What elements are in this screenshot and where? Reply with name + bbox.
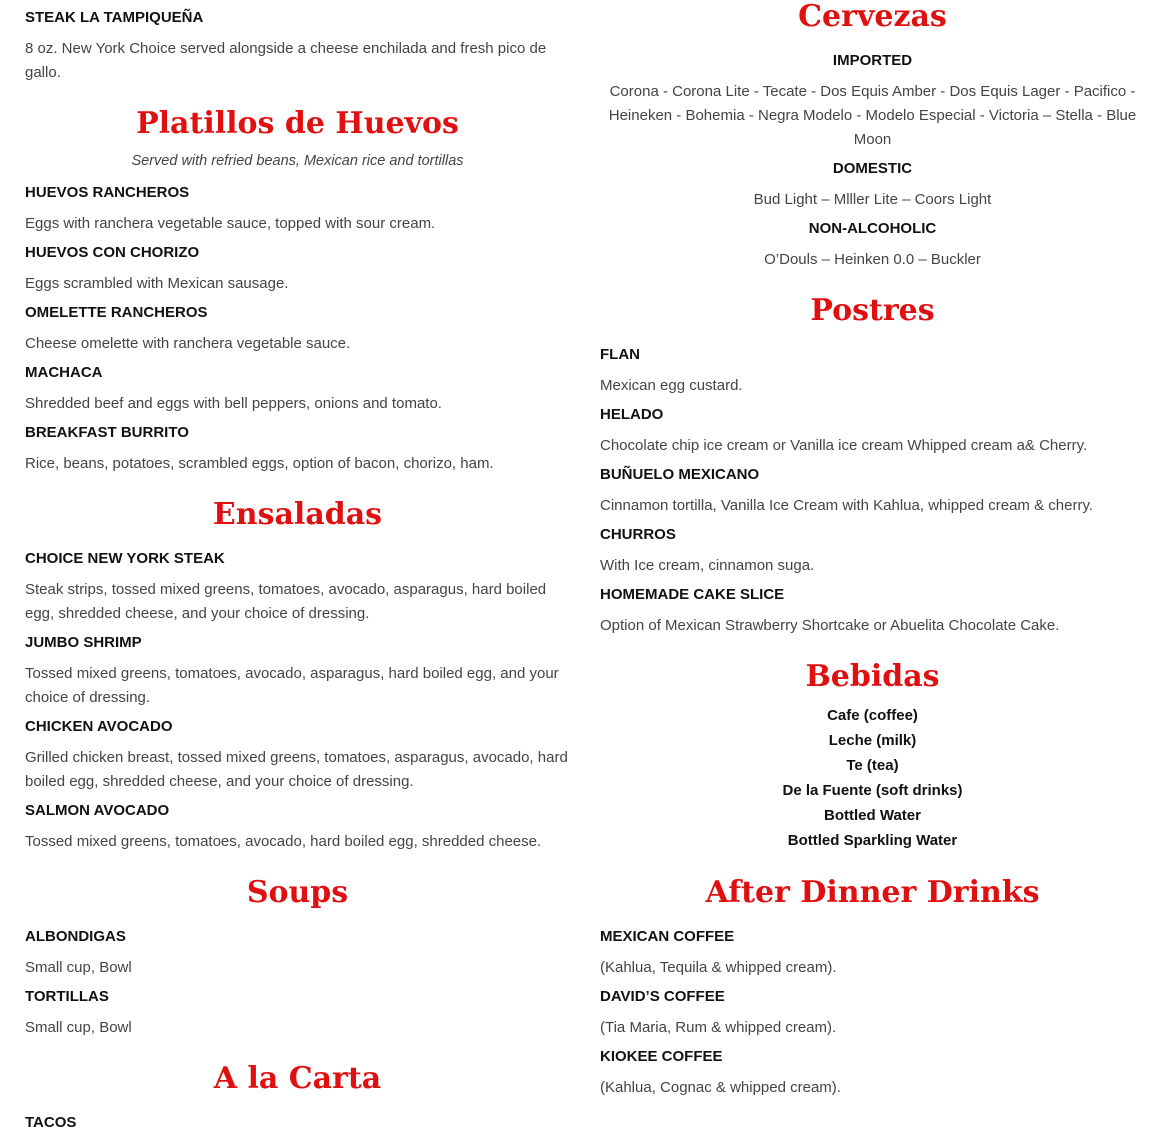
item-name: HOMEMADE CAKE SLICE xyxy=(600,586,785,603)
item-name: CHURROS xyxy=(600,526,676,543)
section-heading: A la Carta xyxy=(213,1061,382,1096)
menu-item xyxy=(25,243,570,263)
section-postres xyxy=(600,294,1145,328)
item-description: Eggs scrambled with Mexican sausage. xyxy=(25,275,289,292)
subtitle-wrap xyxy=(25,153,570,169)
domestic-list: Bud Light – Mlller Lite – Coors Light xyxy=(753,191,992,208)
menu-item-desc xyxy=(600,614,1145,638)
section-heading: Cervezas xyxy=(798,0,947,34)
menu-item-desc xyxy=(600,554,1145,578)
section-cervezas xyxy=(600,0,1145,34)
menu-item-desc xyxy=(600,1076,1145,1100)
nonalc-label: NON-ALCOHOLIC xyxy=(808,220,937,237)
item-description: Small cup, Bowl xyxy=(25,959,132,976)
section-after-dinner xyxy=(600,876,1145,910)
menu-item xyxy=(25,363,570,383)
item-description: (Kahlua, Cognac & whipped cream). xyxy=(600,1079,841,1096)
menu-item xyxy=(600,927,1145,947)
section-huevos xyxy=(25,107,570,141)
item-description: Steak strips, tossed mixed greens, tomatoes, avocado, asparagus, hard boiled egg, shredded cheese, and your choice of dressing. xyxy=(25,581,547,622)
menu-item xyxy=(25,1113,570,1133)
item-name: KIOKEE COFFEE xyxy=(600,1048,723,1065)
imported-label: IMPORTED xyxy=(832,52,913,69)
item-name: DAVID’S COFFEE xyxy=(600,988,725,1005)
item-name: CHICKEN AVOCADO xyxy=(25,718,173,735)
item-name: BREAKFAST BURRITO xyxy=(25,424,189,441)
item-name: TORTILLAS xyxy=(25,988,109,1005)
item-name: CHOICE NEW YORK STEAK xyxy=(25,550,225,567)
section-heading: Soups xyxy=(246,875,349,910)
menu-item-desc xyxy=(25,830,570,854)
menu-item-desc xyxy=(600,374,1145,398)
beverage-item: Cafe (coffee) xyxy=(827,707,918,724)
item-description: Shredded beef and eggs with bell peppers, onions and tomato. xyxy=(25,395,442,412)
menu-item-desc xyxy=(600,1016,1145,1040)
item-description: 8 oz. New York Choice served alongside a cheese enchilada and fresh pico de gallo. xyxy=(25,40,547,81)
menu-item-desc xyxy=(25,1016,570,1040)
item-name: TACOS xyxy=(25,1114,77,1131)
item-description: (Tia Maria, Rum & whipped cream). xyxy=(600,1019,837,1036)
menu-item-desc xyxy=(25,956,570,980)
beer-category xyxy=(600,51,1145,71)
beverage-item: De la Fuente (soft drinks) xyxy=(782,782,963,799)
item-name: MACHACA xyxy=(25,364,103,381)
item-description: Mexican egg custard. xyxy=(600,377,743,394)
section-heading: Platillos de Huevos xyxy=(136,106,459,141)
menu-item xyxy=(25,549,570,569)
item-description: Tossed mixed greens, tomatoes, avocado, asparagus, hard boiled egg, and your choice of dressing. xyxy=(25,665,559,706)
item-name: HUEVOS RANCHEROS xyxy=(25,184,190,201)
item-description: Chocolate chip ice cream or Vanilla ice cream Whipped cream a& Cherry. xyxy=(600,437,1088,454)
nonalc-list: O’Douls – Heinken 0.0 – Buckler xyxy=(764,251,981,268)
menu-item-desc xyxy=(600,434,1145,458)
menu-item xyxy=(25,8,570,28)
item-name: HUEVOS CON CHORIZO xyxy=(25,244,200,261)
beverage-item: Bottled Water xyxy=(824,807,921,824)
menu-item xyxy=(600,987,1145,1007)
menu-item xyxy=(600,465,1145,485)
menu-item xyxy=(600,405,1145,425)
section-heading: Ensaladas xyxy=(212,497,383,532)
menu-item-desc xyxy=(25,272,570,296)
section-subtitle: Served with refried beans, Mexican rice and tortillas xyxy=(131,153,464,169)
section-ensaladas xyxy=(25,498,570,532)
item-description: Rice, beans, potatoes, scrambled eggs, option of bacon, chorizo, ham. xyxy=(25,455,494,472)
item-name: OMELETTE RANCHEROS xyxy=(25,304,208,321)
section-heading: Bebidas xyxy=(805,659,940,694)
item-description: Eggs with ranchera vegetable sauce, topped with sour cream. xyxy=(25,215,436,232)
imported-list: Corona - Corona Lite - Tecate - Dos Equis Amber - Dos Equis Lager - Pacifico - Heineken - Bohemia - Negra Modelo - Modelo Especial - Victoria – Stella - Blue Moon xyxy=(608,83,1137,148)
menu-item-desc xyxy=(25,212,570,236)
item-description: Cinnamon tortilla, Vanilla Ice Cream with Kahlua, whipped cream & cherry. xyxy=(600,497,1093,514)
menu-item xyxy=(600,1047,1145,1067)
menu-item-desc xyxy=(25,578,570,626)
item-name: STEAK LA TAMPIQUEÑA xyxy=(25,9,204,26)
menu-item xyxy=(25,987,570,1007)
bebidas-list xyxy=(600,703,1145,853)
menu-item-desc xyxy=(25,332,570,356)
item-desc-wrap xyxy=(25,37,570,85)
menu-item xyxy=(25,183,570,203)
item-name: MEXICAN COFFEE xyxy=(600,928,735,945)
menu-item-desc xyxy=(600,956,1145,980)
menu-item xyxy=(600,585,1145,605)
beer-list-wrap xyxy=(600,188,1145,212)
beverage-item: Te (tea) xyxy=(846,757,899,774)
menu-item xyxy=(25,717,570,737)
item-name: HELADO xyxy=(600,406,664,423)
menu-item-desc xyxy=(600,494,1145,518)
menu-item xyxy=(25,423,570,443)
beverage-item: Bottled Sparkling Water xyxy=(787,832,958,849)
domestic-label: DOMESTIC xyxy=(832,160,913,177)
menu-item xyxy=(600,345,1145,365)
item-name: FLAN xyxy=(600,346,640,363)
menu-item xyxy=(25,303,570,323)
menu-item-desc xyxy=(25,662,570,710)
beer-category xyxy=(600,219,1145,239)
menu-item xyxy=(600,525,1145,545)
item-description: Grilled chicken breast, tossed mixed greens, tomatoes, asparagus, avocado, hard boiled egg, shredded cheese, and your choice of dressing. xyxy=(25,749,568,790)
menu-item xyxy=(25,927,570,947)
item-name: BUÑUELO MEXICANO xyxy=(600,466,760,483)
menu-item xyxy=(25,633,570,653)
beer-list-wrap xyxy=(600,80,1145,152)
menu-item xyxy=(25,801,570,821)
item-description: Small cup, Bowl xyxy=(25,1019,132,1036)
section-heading: After Dinner Drinks xyxy=(705,875,1040,910)
item-name: SALMON AVOCADO xyxy=(25,802,170,819)
menu-item-desc xyxy=(25,452,570,476)
beverage-item: Leche (milk) xyxy=(828,732,917,749)
item-name: JUMBO SHRIMP xyxy=(25,634,142,651)
beer-list-wrap xyxy=(600,248,1145,272)
item-description: Cheese omelette with ranchera vegetable sauce. xyxy=(25,335,351,352)
item-description: Tossed mixed greens, tomatoes, avocado, hard boiled egg, shredded cheese. xyxy=(25,833,542,850)
item-description: Option of Mexican Strawberry Shortcake or Abuelita Chocolate Cake. xyxy=(600,617,1060,634)
section-heading: Postres xyxy=(810,293,935,328)
item-name: ALBONDIGAS xyxy=(25,928,126,945)
section-carta xyxy=(25,1062,570,1096)
menu-item-desc xyxy=(25,392,570,416)
section-bebidas xyxy=(600,660,1145,694)
item-description: With Ice cream, cinnamon suga. xyxy=(600,557,815,574)
item-description: (Kahlua, Tequila & whipped cream). xyxy=(600,959,837,976)
beer-category xyxy=(600,159,1145,179)
menu-item-desc xyxy=(25,746,570,794)
section-soups xyxy=(25,876,570,910)
